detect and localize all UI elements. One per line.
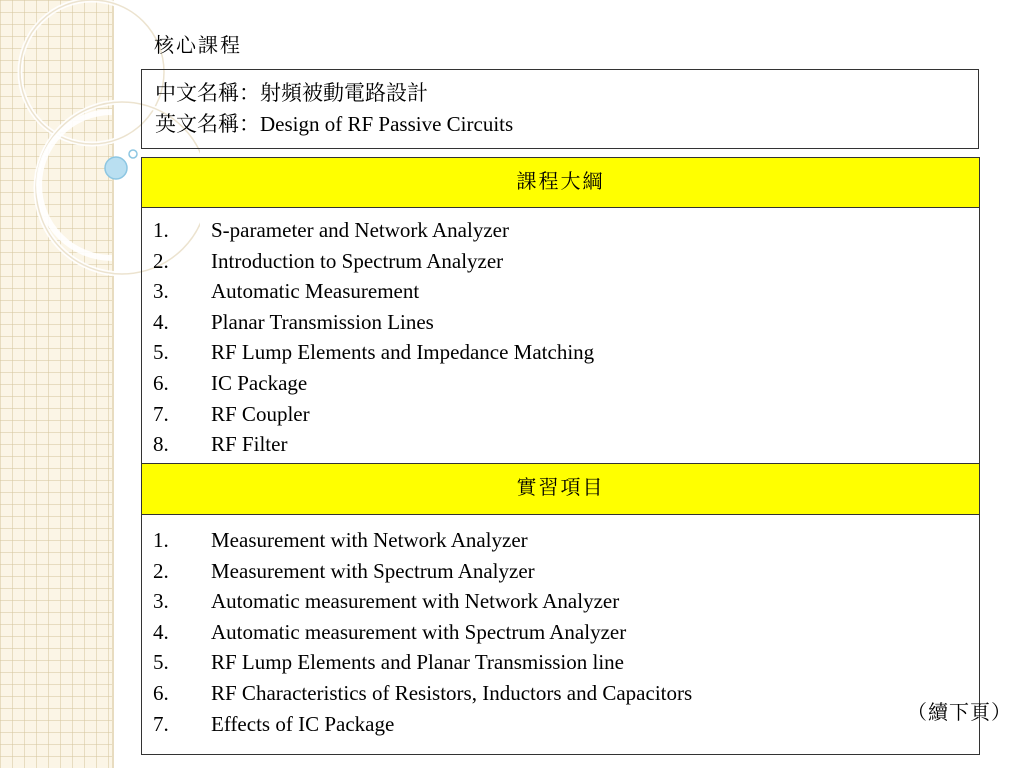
- item-number: 6.: [153, 370, 169, 395]
- item-number: 5.: [153, 650, 169, 675]
- item-number: 1.: [153, 528, 169, 552]
- decorative-dot-large: [105, 157, 127, 179]
- english-name-line: [155, 109, 978, 140]
- item-text: RF Lump Elements and Impedance Matching: [211, 340, 595, 365]
- chinese-name-label: 中文名稱：: [155, 81, 260, 105]
- item-number: 7.: [153, 711, 169, 736]
- item-text: Automatic measurement with Spectrum Analyzer: [211, 619, 627, 644]
- english-name-value: Design of RF Passive Circuits: [260, 112, 514, 136]
- course-name-box: [141, 69, 979, 149]
- item-number: 5.: [153, 340, 169, 365]
- item-number: 2.: [153, 558, 169, 583]
- item-number: 1.: [153, 218, 169, 242]
- item-number: 2.: [153, 248, 169, 273]
- item-text: Planar Transmission Lines: [211, 309, 434, 334]
- item-number: 4.: [153, 619, 169, 644]
- item-number: 7.: [153, 401, 169, 426]
- item-text: Measurement with Network Analyzer: [211, 528, 528, 552]
- item-number: 8.: [153, 432, 169, 457]
- chinese-name-line: [155, 78, 978, 109]
- list-item: [142, 215, 979, 246]
- item-text: RF Coupler: [211, 401, 310, 426]
- continued-note: （續下頁）: [907, 702, 1012, 724]
- labs-list: [142, 515, 979, 739]
- item-number: 4.: [153, 309, 169, 334]
- item-text: Automatic measurement with Network Analyzer: [211, 589, 620, 614]
- list-item: [142, 678, 979, 709]
- labs-header: 實習項目: [142, 463, 979, 515]
- item-text: Measurement with Spectrum Analyzer: [211, 558, 535, 583]
- list-item: [142, 307, 979, 338]
- syllabus-header: 課程大綱: [142, 158, 979, 208]
- list-item: [142, 429, 979, 460]
- syllabus-list: [142, 208, 979, 463]
- list-item: [142, 525, 979, 556]
- decorative-dot-small: [129, 150, 137, 158]
- course-table: [141, 157, 980, 755]
- list-item: [142, 276, 979, 307]
- list-item: [142, 617, 979, 648]
- list-item: [142, 246, 979, 277]
- list-item: [142, 586, 979, 617]
- item-text: S-parameter and Network Analyzer: [211, 218, 509, 242]
- item-text: RF Filter: [211, 432, 288, 457]
- list-item: [142, 337, 979, 368]
- page-title: 核心課程: [154, 35, 242, 57]
- list-item: [142, 647, 979, 678]
- list-item: [142, 399, 979, 430]
- item-number: 3.: [153, 589, 169, 614]
- item-text: RF Lump Elements and Planar Transmission line: [211, 650, 624, 675]
- list-item: [142, 556, 979, 587]
- item-text: Automatic Measurement: [211, 279, 420, 304]
- item-number: 3.: [153, 279, 169, 304]
- item-text: IC Package: [211, 370, 308, 395]
- item-text: RF Characteristics of Resistors, Inductors and Capacitors: [211, 680, 693, 705]
- list-item: [142, 709, 979, 740]
- item-number: 6.: [153, 680, 169, 705]
- item-text: Introduction to Spectrum Analyzer: [211, 248, 504, 273]
- chinese-name-value: 射頻被動電路設計: [260, 81, 428, 105]
- english-name-label: 英文名稱：: [155, 112, 260, 136]
- item-text: Effects of IC Package: [211, 711, 395, 736]
- list-item: [142, 368, 979, 399]
